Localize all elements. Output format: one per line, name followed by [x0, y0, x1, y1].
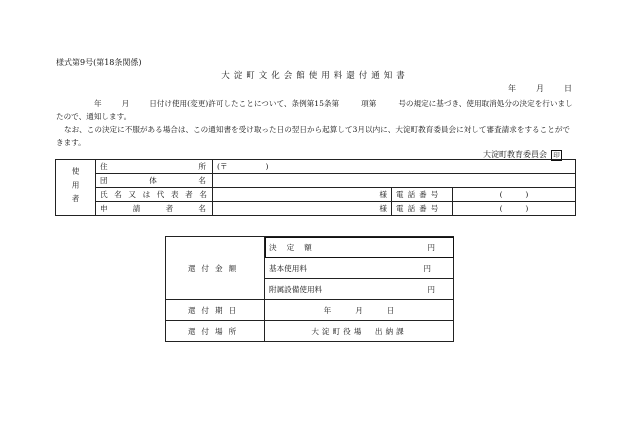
name-label	[96, 188, 213, 202]
issuer-name: 大淀町教育委員会	[483, 150, 547, 159]
base-fee-label: 基本使用料	[269, 263, 307, 273]
equip-fee-label: 附属設備使用料	[269, 284, 323, 294]
name-phone-field[interactable]	[453, 188, 576, 202]
applicant-label	[96, 202, 213, 216]
issue-date	[488, 83, 572, 94]
date-month: 月	[536, 84, 544, 93]
refund-period-field[interactable]	[265, 300, 454, 321]
notice-body	[56, 97, 576, 149]
equip-fee-yen: 円	[427, 284, 435, 294]
address-label	[96, 160, 213, 174]
org-label-text: 団 体 名	[100, 176, 208, 185]
org-field[interactable]	[213, 174, 576, 188]
applicant-phone-label: 電話番号	[392, 202, 453, 216]
base-fee-field[interactable]	[265, 258, 454, 279]
org-label	[96, 174, 213, 188]
applicant-phone-field[interactable]	[453, 202, 576, 216]
refund-place-value: 大淀町役場 出納課	[265, 321, 454, 342]
refund-period-label: 還付期日	[166, 300, 265, 321]
applicant-phone-value: ( )	[499, 204, 529, 213]
refund-table	[165, 236, 454, 342]
period-year: 年	[323, 305, 332, 315]
base-fee-yen: 円	[423, 263, 431, 273]
para1-tail: 号の規定に基づき、使用取消処分の決定を行いましたので、通知します。	[56, 99, 573, 121]
address-field[interactable]	[213, 160, 576, 174]
name-phone-label: 電話番号	[392, 188, 453, 202]
address-label-text: 住 所	[100, 162, 208, 171]
decided-label: 決定額	[269, 242, 322, 252]
name-phone-value: ( )	[499, 190, 529, 199]
para1-text: 日付け使用(変更)許可したことについて、条例第15条第	[149, 99, 340, 108]
document-title: 大淀町文化会館使用料還付通知書	[221, 71, 409, 81]
notice-paragraph-1	[56, 97, 576, 123]
para1-year: 年	[94, 99, 102, 108]
decided-amount-field[interactable]	[265, 237, 454, 258]
equip-fee-field[interactable]	[265, 279, 454, 300]
applicant-label-text: 申 請 者 名	[100, 204, 208, 213]
name-field[interactable]	[213, 188, 392, 202]
date-day: 日	[564, 84, 572, 93]
period-month: 月	[355, 305, 363, 315]
name-sama: 様	[379, 190, 387, 199]
user-info-table	[55, 159, 576, 216]
form-number: 様式第9号(第18条関係)	[56, 58, 142, 67]
date-year: 年	[508, 84, 516, 93]
user-group-label: 使用者	[56, 160, 96, 216]
notice-paragraph-2: なお、この決定に不服がある場合は、この通知書を受け取った日の翌日から起算して3月以内に、大淀町教育委員会に対して審査請求をすることができます。	[56, 125, 571, 147]
name-label-text: 氏 名 又 は 代 表 者 名	[100, 190, 208, 199]
applicant-sama: 様	[379, 204, 387, 213]
decided-yen: 円	[427, 242, 435, 252]
applicant-field[interactable]	[213, 202, 392, 216]
para1-month: 月	[121, 99, 130, 108]
refund-place-label: 還付場所	[166, 321, 265, 342]
period-day: 日	[386, 305, 395, 315]
para1-clause: 項第	[361, 99, 377, 108]
seal-mark: 印	[551, 150, 562, 161]
refund-amount-label: 還付金額	[166, 237, 265, 300]
postal-code: (〒 )	[217, 162, 269, 171]
